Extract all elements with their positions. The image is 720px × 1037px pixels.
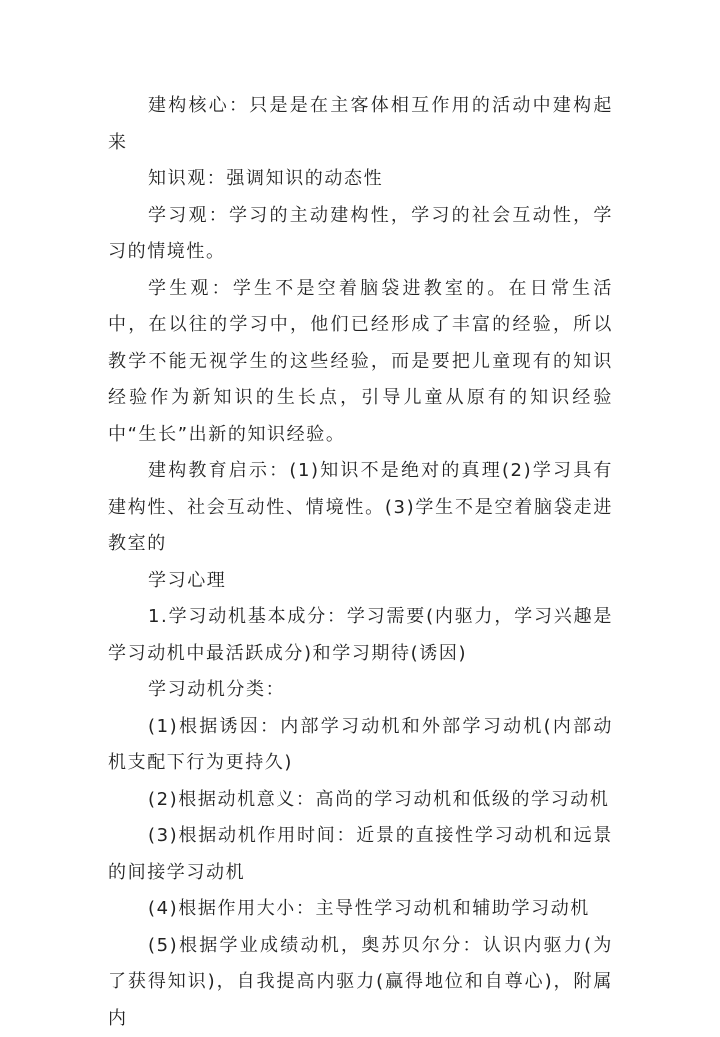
- section-heading-learning-psychology: 学习心理: [108, 563, 613, 600]
- list-item-by-incentive: (1)根据诱因：内部学习动机和外部学习动机(内部动机支配下行为更持久): [108, 709, 613, 782]
- paragraph-learning-view: 学习观：学习的主动建构性，学习的社会互动性，学习的情境性。: [108, 198, 613, 271]
- paragraph-constructivism-core: 建构核心：只是是在主客体相互作用的活动中建构起来: [108, 88, 613, 161]
- paragraph-motivation-components: 1.学习动机基本成分：学习需要(内驱力，学习兴趣是学习动机中最活跃成分)和学习期待(诱因): [108, 599, 613, 672]
- paragraph-knowledge-view: 知识观：强调知识的动态性: [108, 161, 613, 198]
- paragraph-student-view: 学生观：学生不是空着脑袋进教室的。在日常生活中，在以往的学习中，他们已经形成了丰富的经验，所以教学不能无视学生的这些经验，而是要把儿童现有的知识经验作为新知识的生长点，引导儿童从原有的知识经验中“生长”出新的知识经验。: [108, 271, 613, 454]
- paragraph-education-implications: 建构教育启示：(1)知识不是绝对的真理(2)学习具有建构性、社会互动性、情境性。(3)学生不是空着脑袋走进教室的: [108, 453, 613, 563]
- list-item-by-motive-meaning: (2)根据动机意义：高尚的学习动机和低级的学习动机: [108, 782, 613, 819]
- list-item-by-effect-size: (4)根据作用大小：主导性学习动机和辅助学习动机: [108, 891, 613, 928]
- list-item-by-achievement: (5)根据学业成绩动机，奥苏贝尔分：认识内驱力(为了获得知识)，自我提高内驱力(赢得地位和自尊心)，附属内: [108, 928, 613, 1037]
- document-body: [108, 88, 613, 1037]
- list-item-by-duration: (3)根据动机作用时间：近景的直接性学习动机和远景的间接学习动机: [108, 818, 613, 891]
- paragraph-motivation-classification: 学习动机分类：: [108, 672, 613, 709]
